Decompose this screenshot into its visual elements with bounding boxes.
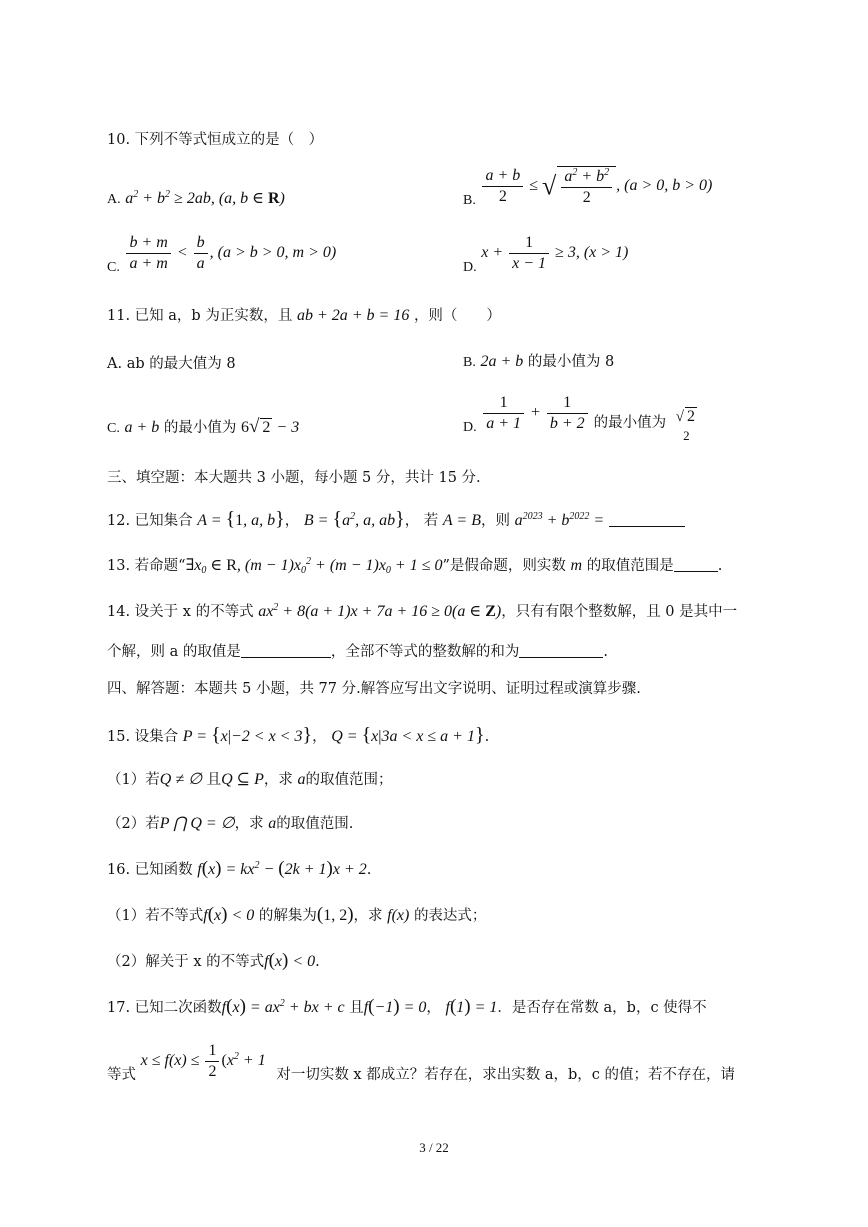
option-text: 的最小值为 [163, 420, 237, 436]
stem-text: 16. 已知函数 [107, 862, 193, 878]
stem-text: 14. 设关于 x 的不等式 [107, 604, 254, 620]
answer-blank[interactable] [519, 657, 603, 658]
formula: (1, 2) [316, 904, 354, 925]
answer-blank[interactable] [609, 526, 685, 527]
stem-text: ，求 [263, 772, 293, 788]
formula: A = B [442, 512, 481, 529]
stem-text: 等式 [107, 1067, 136, 1084]
q17-stem: 17. 已知二次函数$f(x) = ax^2$ + bx + c 且f(−1) = 0， f(1) = 1．是否存在常数 a，b，c 使得不 [107, 996, 707, 1017]
q14-line-2 [107, 640, 608, 661]
formula: a + b [124, 419, 160, 436]
stem-text: ．是否存在常数 a，b，c 使得不 [497, 1000, 707, 1016]
q13 [107, 554, 722, 576]
section-4-heading: 四、解答题：本题共 5 小题，共 77 分.解答应写出文字说明、证明过程或演算步骤. [107, 681, 641, 697]
q11-stem [107, 304, 501, 325]
stem-text: 且 [206, 772, 222, 788]
stem-text: . [603, 644, 608, 660]
q11-option-b [463, 350, 614, 371]
stem-text: 个解，则 a 的取值是 [107, 644, 241, 660]
formula: $f(x) = ax^2$ + bx + c [221, 996, 345, 1017]
formula: a [297, 771, 306, 788]
q16-stem: 16. 已知函数 $f(x) = kx^2 - (2k + 1)x + 2$. [107, 858, 372, 879]
formula: 6√ 2 − 3 [240, 416, 300, 437]
formula: f(x) < 0 [203, 904, 255, 925]
answer-blank[interactable] [241, 657, 331, 658]
q11-option-d [463, 394, 702, 444]
option-label: A. [107, 192, 121, 207]
formula: $f(x) = kx^2 - (2k + 1)x + 2$ [197, 858, 367, 879]
formula: ab + 2a + b = 16 [296, 307, 410, 324]
option-text: 的最小值为 8 [527, 354, 615, 370]
q16-part-2: （2）解关于 x 的不等式f(x) < 0. [107, 950, 320, 971]
formula: $\frac{a + b}{2}$ ≤ √ $\frac{a^2 + b^2}{2}$ , (a > 0, b > 0) [480, 177, 712, 194]
stem-text: 的表达式； [413, 908, 487, 924]
formula: √ 2 2 [675, 408, 695, 443]
stem-text: （2）解关于 x 的不等式 [107, 954, 265, 970]
q10-stem: 10. 下列不等式恒成立的是（ ） [107, 132, 324, 148]
formula: $B = \{a^2$, a, ab} [303, 508, 405, 530]
formula: P ⋂ Q = ∅ [159, 815, 235, 832]
stem-text: 对一切实数 x 都成立？若存在，求出实数 a，b，c 的值；若不存在，请 [276, 1067, 735, 1084]
stem-text: 11. 已知 a，b 为正实数，且 [107, 308, 293, 324]
q17-line-2 [107, 1042, 735, 1084]
stem-text: ”是假命题，则实数 [442, 558, 566, 574]
stem-text: （1）若不等式 [107, 908, 204, 924]
option-label: D. [463, 420, 477, 436]
stem-text: （2）若 [107, 816, 160, 832]
q11-option-a: A. ab 的最大值为 8 [107, 356, 236, 372]
q10-option-c [107, 234, 336, 276]
formula: m [570, 557, 583, 574]
stem-text: 且 [349, 1000, 364, 1016]
stem-text: . [717, 558, 723, 574]
q12: 12. 已知集合 A = {1, a, b}， $B = \{a^2$, a, ab}， 若 A = B，则 $a^{2023} + b^{2022}$ = [107, 508, 685, 531]
formula: 2a + b [480, 353, 524, 370]
stem-text: 若 [423, 513, 439, 529]
option-label: C. [107, 421, 120, 436]
stem-text: ，只有有限个整数解，且 0 是其中一 [501, 604, 738, 620]
formula: $\frac{b + m}{a + m}$ < $\frac{b}{a}$ , (a > b > 0, m > 0) [124, 244, 336, 261]
formula: A = {1, a, b} [197, 508, 285, 530]
formula: x ≤ f(x) ≤ $\frac{1}{2}$ ($x^2 + 1$ [140, 1042, 266, 1080]
answer-blank[interactable] [674, 571, 718, 572]
formula: Q ⊆ P [221, 771, 264, 788]
formula: f(1) = 1 [445, 996, 498, 1017]
stem-text: 的解集为 [258, 908, 317, 924]
formula: $\frac{1}{a + 1}$ + $\frac{1}{b + 2}$ [481, 404, 593, 421]
option-label: B. [463, 355, 476, 370]
stem-text: 17. 已知二次函数 [107, 1000, 222, 1016]
option-label: D. [463, 260, 477, 276]
option-label: B. [463, 193, 476, 209]
stem-text: ，求 [234, 816, 264, 832]
stem-text: 的取值范围； [305, 772, 393, 788]
section-3-heading: 三、填空题：本大题共 3 小题，每小题 5 分，共计 15 分. [107, 470, 481, 486]
stem-text: 的取值范围是 [586, 558, 674, 574]
q11-option-c [107, 416, 299, 438]
stem-text: 13. 若命题“ [107, 558, 186, 574]
stem-text: 12. 已知集合 [107, 513, 193, 529]
q10-option-b [463, 166, 712, 209]
stem-text: ，全部不等式的整数解的和为 [330, 644, 520, 660]
formula: Q ≠ ∅ [159, 771, 203, 788]
formula: $ax^2 + 8(a + 1)x + 7a + 16 \ge 0(a$ ∈ Z) [258, 602, 502, 620]
q15-part-1 [107, 768, 392, 789]
formula: $a^2 + b^2 \ge 2ab$, (a, b ∈ R) [125, 189, 285, 207]
q15-part-2 [107, 812, 353, 833]
stem-text: ，则（ ） [413, 308, 501, 324]
formula: P = {x|−2 < x < 3} [182, 724, 313, 746]
formula: a [268, 815, 277, 832]
q10-option-a [107, 188, 285, 208]
page-number: 3 / 22 [419, 1140, 449, 1155]
formula: f(x) < 0 [264, 950, 316, 971]
stem-text: 15. 设集合 [107, 729, 179, 745]
option-text: 的最小值为 [593, 415, 667, 432]
formula: f(−1) = 0 [363, 996, 427, 1017]
q16-part-1 [107, 904, 486, 926]
formula: $a^{2023} + b^{2022}$ = [514, 511, 605, 529]
option-label: C. [107, 260, 120, 276]
formula: Q = {x|3a < x ≤ a + 1} [331, 724, 485, 746]
q10-option-d [463, 234, 628, 276]
stem-text: （1）若 [107, 772, 160, 788]
q15-stem: 15. 设集合 P = {x|−2 < x < 3}， Q = {x|3a < x ≤ a + 1}. [107, 724, 490, 746]
formula: f(x) [387, 907, 410, 924]
q14-line-1 [107, 600, 737, 621]
stem-text: ，求 [353, 908, 383, 924]
stem-text: 的取值范围. [276, 816, 354, 832]
formula: $\exists x_0$ ∈ R, $(m - 1)x_0^2 + (m - 1)x_0 + 1 \le 0$ [185, 556, 443, 576]
formula: x + $\frac{1}{x - 1}$ ≥ 3, (x > 1) [481, 234, 629, 272]
stem-text: ，则 [480, 513, 510, 529]
